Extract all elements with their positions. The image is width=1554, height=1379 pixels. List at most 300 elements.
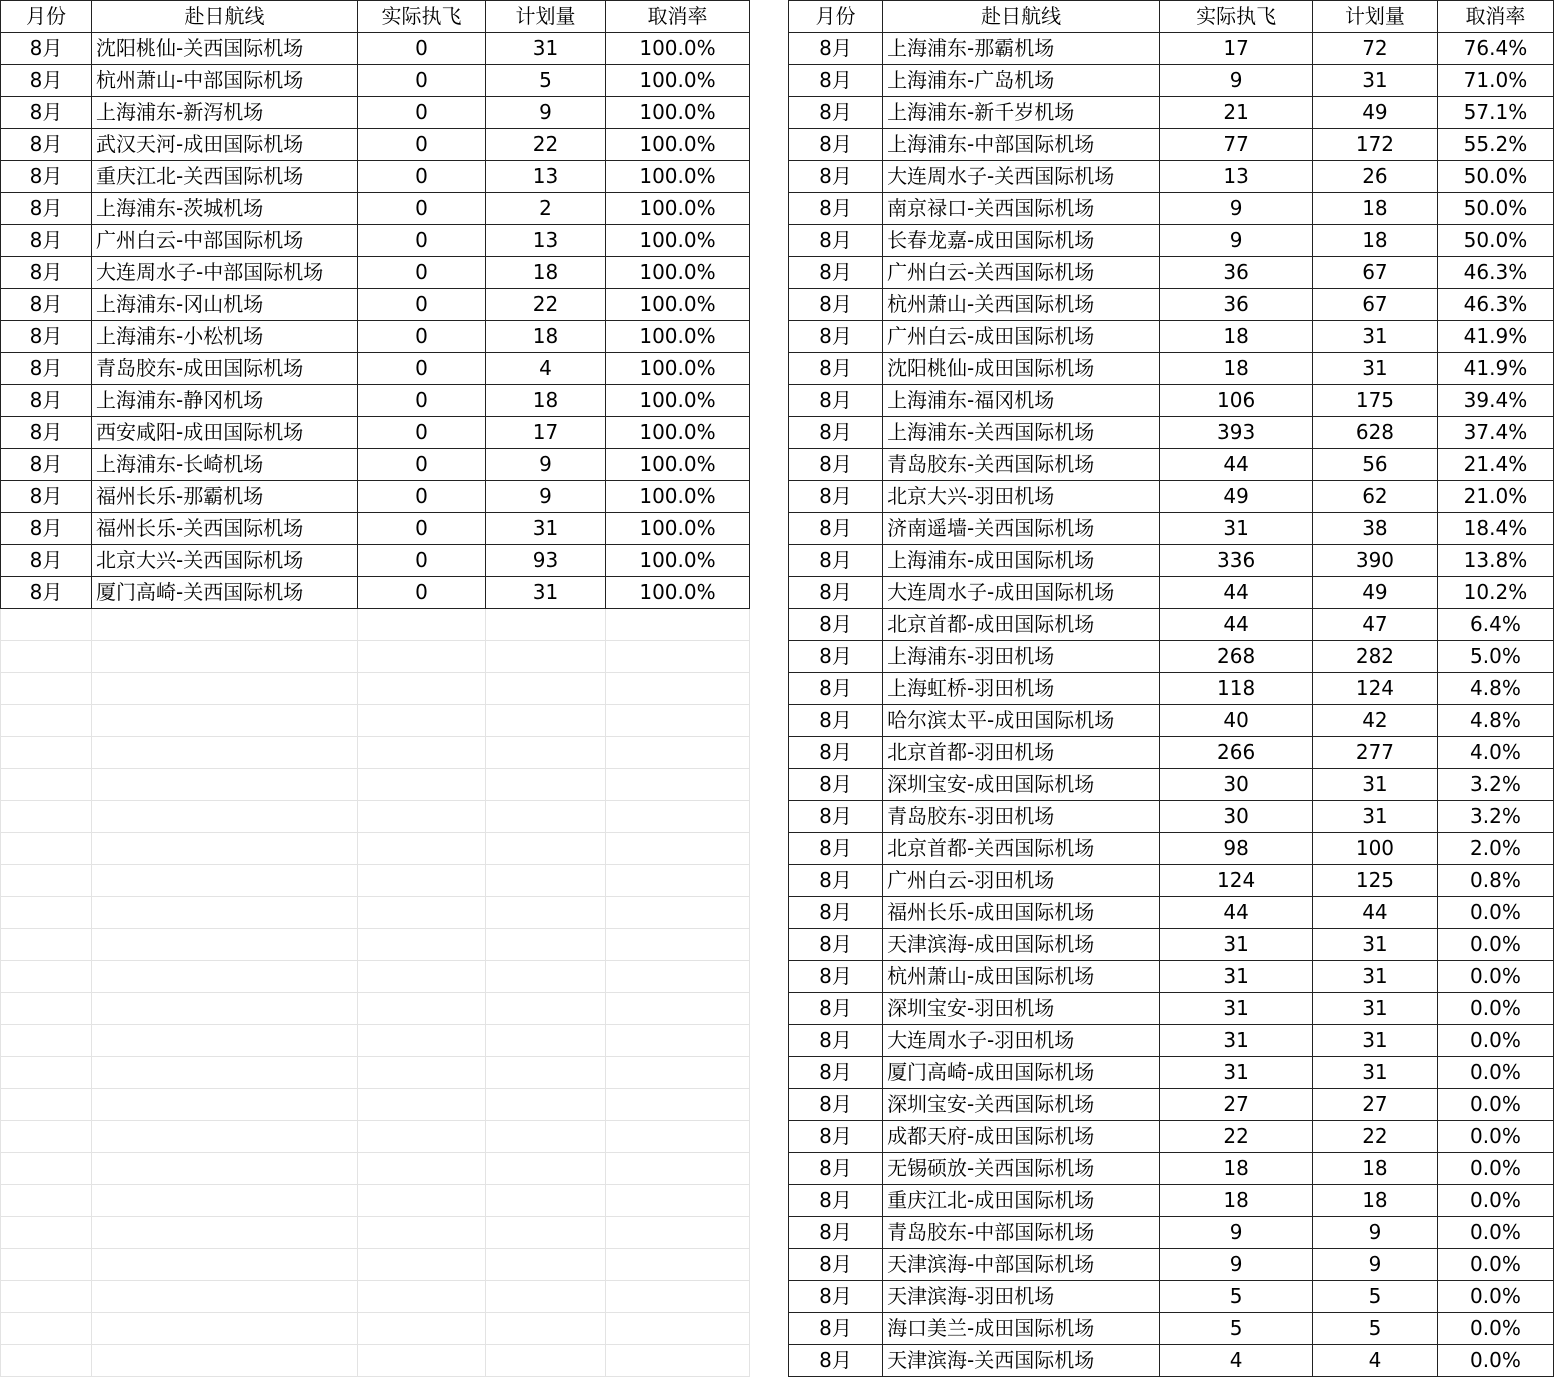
empty-cell[interactable] — [358, 897, 486, 929]
route-cell[interactable]: 上海浦东-茨城机场 — [92, 193, 358, 225]
cancel-rate-cell[interactable]: 18.4% — [1437, 513, 1553, 545]
month-cell[interactable]: 8月 — [789, 65, 883, 97]
actual-flights-cell[interactable]: 106 — [1160, 385, 1313, 417]
month-cell[interactable]: 8月 — [789, 769, 883, 801]
empty-cell[interactable] — [1, 1153, 92, 1185]
empty-cell[interactable] — [606, 1217, 750, 1249]
route-cell[interactable]: 北京大兴-关西国际机场 — [92, 545, 358, 577]
cancel-rate-cell[interactable]: 0.0% — [1437, 961, 1553, 993]
planned-flights-cell[interactable]: 31 — [1313, 321, 1438, 353]
planned-flights-cell[interactable]: 31 — [1313, 801, 1438, 833]
actual-flights-cell[interactable]: 9 — [1160, 1249, 1313, 1281]
empty-cell[interactable] — [606, 609, 750, 641]
empty-cell[interactable] — [92, 737, 358, 769]
month-cell[interactable]: 8月 — [789, 1153, 883, 1185]
actual-flights-cell[interactable]: 18 — [1160, 353, 1313, 385]
empty-cell[interactable] — [358, 1121, 486, 1153]
cancel-rate-cell[interactable]: 21.4% — [1437, 449, 1553, 481]
cancel-rate-cell[interactable]: 0.0% — [1437, 1057, 1553, 1089]
empty-cell[interactable] — [606, 801, 750, 833]
empty-cell[interactable] — [486, 993, 606, 1025]
month-cell[interactable]: 8月 — [789, 129, 883, 161]
empty-cell[interactable] — [92, 801, 358, 833]
empty-cell[interactable] — [606, 1185, 750, 1217]
planned-flights-cell[interactable]: 18 — [1313, 193, 1438, 225]
actual-flights-cell[interactable]: 18 — [1160, 1153, 1313, 1185]
route-cell[interactable]: 上海浦东-中部国际机场 — [883, 129, 1160, 161]
route-cell[interactable]: 上海浦东-福冈机场 — [883, 385, 1160, 417]
cancel-rate-cell[interactable]: 5.0% — [1437, 641, 1553, 673]
actual-flights-cell[interactable]: 36 — [1160, 257, 1313, 289]
empty-cell[interactable] — [606, 1057, 750, 1089]
empty-cell[interactable] — [486, 1057, 606, 1089]
route-cell[interactable]: 上海浦东-关西国际机场 — [883, 417, 1160, 449]
month-cell[interactable]: 8月 — [1, 417, 92, 449]
empty-cell[interactable] — [1, 1057, 92, 1089]
month-cell[interactable]: 8月 — [789, 1025, 883, 1057]
actual-flights-cell[interactable]: 393 — [1160, 417, 1313, 449]
empty-cell[interactable] — [92, 1313, 358, 1345]
cancel-rate-cell[interactable]: 100.0% — [606, 417, 750, 449]
cancel-rate-cell[interactable]: 100.0% — [606, 481, 750, 513]
empty-cell[interactable] — [486, 673, 606, 705]
month-cell[interactable]: 8月 — [789, 1121, 883, 1153]
month-cell[interactable]: 8月 — [789, 1217, 883, 1249]
route-cell[interactable]: 上海浦东-羽田机场 — [883, 641, 1160, 673]
actual-flights-cell[interactable]: 31 — [1160, 993, 1313, 1025]
empty-cell[interactable] — [606, 1121, 750, 1153]
planned-flights-cell[interactable]: 49 — [1313, 97, 1438, 129]
empty-cell[interactable] — [486, 1121, 606, 1153]
empty-cell[interactable] — [1, 705, 92, 737]
cancel-rate-cell[interactable]: 100.0% — [606, 545, 750, 577]
empty-cell[interactable] — [606, 1249, 750, 1281]
month-cell[interactable]: 8月 — [1, 97, 92, 129]
planned-flights-cell[interactable]: 282 — [1313, 641, 1438, 673]
actual-flights-cell[interactable]: 0 — [358, 65, 486, 97]
actual-flights-cell[interactable]: 268 — [1160, 641, 1313, 673]
actual-flights-cell[interactable]: 336 — [1160, 545, 1313, 577]
empty-cell[interactable] — [1, 1345, 92, 1377]
cancel-rate-cell[interactable]: 0.0% — [1437, 993, 1553, 1025]
actual-flights-cell[interactable]: 5 — [1160, 1313, 1313, 1345]
actual-flights-cell[interactable]: 0 — [358, 193, 486, 225]
empty-cell[interactable] — [606, 1281, 750, 1313]
empty-cell[interactable] — [358, 961, 486, 993]
empty-cell[interactable] — [358, 801, 486, 833]
cancel-rate-cell[interactable]: 0.0% — [1437, 1185, 1553, 1217]
route-cell[interactable]: 上海浦东-小松机场 — [92, 321, 358, 353]
month-cell[interactable]: 8月 — [1, 353, 92, 385]
actual-flights-cell[interactable]: 36 — [1160, 289, 1313, 321]
cancel-rate-cell[interactable]: 76.4% — [1437, 33, 1553, 65]
month-cell[interactable]: 8月 — [789, 1313, 883, 1345]
actual-flights-cell[interactable]: 0 — [358, 545, 486, 577]
month-cell[interactable]: 8月 — [1, 161, 92, 193]
planned-flights-cell[interactable]: 22 — [486, 289, 606, 321]
actual-flights-cell[interactable]: 0 — [358, 385, 486, 417]
actual-flights-cell[interactable]: 0 — [358, 417, 486, 449]
cancel-rate-cell[interactable]: 37.4% — [1437, 417, 1553, 449]
actual-flights-cell[interactable]: 9 — [1160, 1217, 1313, 1249]
actual-flights-cell[interactable]: 18 — [1160, 321, 1313, 353]
empty-cell[interactable] — [92, 1249, 358, 1281]
empty-cell[interactable] — [358, 1217, 486, 1249]
empty-cell[interactable] — [1, 769, 92, 801]
empty-cell[interactable] — [92, 1025, 358, 1057]
planned-flights-cell[interactable]: 100 — [1313, 833, 1438, 865]
planned-flights-cell[interactable]: 31 — [486, 33, 606, 65]
empty-cell[interactable] — [92, 1345, 358, 1377]
planned-flights-cell[interactable]: 42 — [1313, 705, 1438, 737]
actual-flights-cell[interactable]: 266 — [1160, 737, 1313, 769]
route-cell[interactable]: 北京首都-成田国际机场 — [883, 609, 1160, 641]
route-cell[interactable]: 北京大兴-羽田机场 — [883, 481, 1160, 513]
cancel-rate-cell[interactable]: 0.0% — [1437, 897, 1553, 929]
planned-flights-cell[interactable]: 44 — [1313, 897, 1438, 929]
route-cell[interactable]: 长春龙嘉-成田国际机场 — [883, 225, 1160, 257]
actual-flights-cell[interactable]: 0 — [358, 577, 486, 609]
planned-flights-cell[interactable]: 124 — [1313, 673, 1438, 705]
cancel-rate-cell[interactable]: 2.0% — [1437, 833, 1553, 865]
month-cell[interactable]: 8月 — [789, 801, 883, 833]
empty-cell[interactable] — [92, 769, 358, 801]
route-cell[interactable]: 广州白云-中部国际机场 — [92, 225, 358, 257]
empty-cell[interactable] — [486, 1025, 606, 1057]
month-cell[interactable]: 8月 — [1, 577, 92, 609]
empty-cell[interactable] — [606, 897, 750, 929]
route-cell[interactable]: 成都天府-成田国际机场 — [883, 1121, 1160, 1153]
empty-cell[interactable] — [606, 833, 750, 865]
planned-flights-cell[interactable]: 93 — [486, 545, 606, 577]
route-cell[interactable]: 天津滨海-羽田机场 — [883, 1281, 1160, 1313]
month-cell[interactable]: 8月 — [1, 225, 92, 257]
empty-cell[interactable] — [606, 1089, 750, 1121]
empty-cell[interactable] — [358, 1025, 486, 1057]
planned-flights-cell[interactable]: 17 — [486, 417, 606, 449]
empty-cell[interactable] — [1, 1089, 92, 1121]
empty-cell[interactable] — [1, 737, 92, 769]
month-cell[interactable]: 8月 — [789, 993, 883, 1025]
empty-cell[interactable] — [486, 641, 606, 673]
actual-flights-cell[interactable]: 0 — [358, 97, 486, 129]
month-cell[interactable]: 8月 — [789, 449, 883, 481]
empty-cell[interactable] — [358, 1153, 486, 1185]
planned-flights-cell[interactable]: 31 — [1313, 929, 1438, 961]
cancel-rate-cell[interactable]: 4.8% — [1437, 705, 1553, 737]
planned-flights-cell[interactable]: 13 — [486, 161, 606, 193]
month-cell[interactable]: 8月 — [789, 833, 883, 865]
month-cell[interactable]: 8月 — [789, 257, 883, 289]
empty-cell[interactable] — [92, 833, 358, 865]
empty-cell[interactable] — [92, 865, 358, 897]
empty-cell[interactable] — [486, 1185, 606, 1217]
month-cell[interactable]: 8月 — [789, 1345, 883, 1377]
route-cell[interactable]: 大连周水子-中部国际机场 — [92, 257, 358, 289]
empty-cell[interactable] — [606, 1153, 750, 1185]
route-cell[interactable]: 广州白云-羽田机场 — [883, 865, 1160, 897]
route-cell[interactable]: 深圳宝安-成田国际机场 — [883, 769, 1160, 801]
route-cell[interactable]: 天津滨海-关西国际机场 — [883, 1345, 1160, 1377]
actual-flights-cell[interactable]: 44 — [1160, 449, 1313, 481]
month-cell[interactable]: 8月 — [1, 385, 92, 417]
empty-cell[interactable] — [358, 1345, 486, 1377]
actual-flights-cell[interactable]: 77 — [1160, 129, 1313, 161]
cancel-rate-cell[interactable]: 0.0% — [1437, 1281, 1553, 1313]
empty-cell[interactable] — [358, 641, 486, 673]
empty-cell[interactable] — [92, 673, 358, 705]
cancel-rate-cell[interactable]: 100.0% — [606, 321, 750, 353]
cancel-rate-cell[interactable]: 100.0% — [606, 225, 750, 257]
empty-cell[interactable] — [606, 1345, 750, 1377]
cancel-rate-cell[interactable]: 46.3% — [1437, 289, 1553, 321]
actual-flights-cell[interactable]: 31 — [1160, 1025, 1313, 1057]
route-cell[interactable]: 沈阳桃仙-成田国际机场 — [883, 353, 1160, 385]
empty-cell[interactable] — [92, 609, 358, 641]
empty-cell[interactable] — [92, 993, 358, 1025]
planned-flights-cell[interactable]: 9 — [486, 449, 606, 481]
actual-flights-cell[interactable]: 31 — [1160, 929, 1313, 961]
empty-cell[interactable] — [606, 993, 750, 1025]
cancel-rate-cell[interactable]: 0.0% — [1437, 1217, 1553, 1249]
empty-cell[interactable] — [358, 1249, 486, 1281]
route-cell[interactable]: 厦门高崎-成田国际机场 — [883, 1057, 1160, 1089]
route-cell[interactable]: 深圳宝安-关西国际机场 — [883, 1089, 1160, 1121]
cancel-rate-cell[interactable]: 0.0% — [1437, 1089, 1553, 1121]
cancel-rate-cell[interactable]: 3.2% — [1437, 801, 1553, 833]
cancel-rate-cell[interactable]: 4.8% — [1437, 673, 1553, 705]
route-cell[interactable]: 上海虹桥-羽田机场 — [883, 673, 1160, 705]
empty-cell[interactable] — [1, 865, 92, 897]
actual-flights-cell[interactable]: 0 — [358, 321, 486, 353]
month-cell[interactable]: 8月 — [789, 321, 883, 353]
month-cell[interactable]: 8月 — [789, 897, 883, 929]
planned-flights-cell[interactable]: 18 — [1313, 1153, 1438, 1185]
month-cell[interactable]: 8月 — [789, 353, 883, 385]
actual-flights-cell[interactable]: 9 — [1160, 193, 1313, 225]
cancel-rate-cell[interactable]: 41.9% — [1437, 353, 1553, 385]
cancel-rate-cell[interactable]: 100.0% — [606, 449, 750, 481]
actual-flights-cell[interactable]: 49 — [1160, 481, 1313, 513]
route-cell[interactable]: 广州白云-成田国际机场 — [883, 321, 1160, 353]
empty-cell[interactable] — [1, 641, 92, 673]
empty-cell[interactable] — [486, 1281, 606, 1313]
cancel-rate-cell[interactable]: 100.0% — [606, 161, 750, 193]
cancel-rate-cell[interactable]: 100.0% — [606, 33, 750, 65]
empty-cell[interactable] — [606, 865, 750, 897]
planned-flights-cell[interactable]: 31 — [486, 513, 606, 545]
cancel-rate-cell[interactable]: 0.0% — [1437, 1313, 1553, 1345]
empty-cell[interactable] — [486, 801, 606, 833]
empty-cell[interactable] — [1, 673, 92, 705]
route-cell[interactable]: 上海浦东-新千岁机场 — [883, 97, 1160, 129]
cancel-rate-cell[interactable]: 0.0% — [1437, 1121, 1553, 1153]
route-cell[interactable]: 哈尔滨太平-成田国际机场 — [883, 705, 1160, 737]
cancel-rate-cell[interactable]: 0.0% — [1437, 1345, 1553, 1377]
route-cell[interactable]: 重庆江北-成田国际机场 — [883, 1185, 1160, 1217]
cancel-rate-cell[interactable]: 55.2% — [1437, 129, 1553, 161]
planned-flights-cell[interactable]: 9 — [486, 481, 606, 513]
month-cell[interactable]: 8月 — [1, 193, 92, 225]
cancel-rate-cell[interactable]: 6.4% — [1437, 609, 1553, 641]
empty-cell[interactable] — [486, 1089, 606, 1121]
empty-cell[interactable] — [486, 737, 606, 769]
actual-flights-cell[interactable]: 31 — [1160, 513, 1313, 545]
planned-flights-cell[interactable]: 56 — [1313, 449, 1438, 481]
empty-cell[interactable] — [486, 705, 606, 737]
actual-flights-cell[interactable]: 0 — [358, 33, 486, 65]
actual-flights-cell[interactable]: 0 — [358, 161, 486, 193]
empty-cell[interactable] — [92, 1217, 358, 1249]
planned-flights-cell[interactable]: 31 — [1313, 993, 1438, 1025]
cancel-rate-cell[interactable]: 50.0% — [1437, 225, 1553, 257]
empty-cell[interactable] — [486, 833, 606, 865]
empty-cell[interactable] — [1, 1121, 92, 1153]
month-cell[interactable]: 8月 — [789, 481, 883, 513]
empty-cell[interactable] — [486, 1217, 606, 1249]
route-cell[interactable]: 上海浦东-冈山机场 — [92, 289, 358, 321]
planned-flights-cell[interactable]: 18 — [486, 321, 606, 353]
empty-cell[interactable] — [358, 1057, 486, 1089]
planned-flights-cell[interactable]: 18 — [1313, 225, 1438, 257]
planned-flights-cell[interactable]: 4 — [486, 353, 606, 385]
cancel-rate-cell[interactable]: 46.3% — [1437, 257, 1553, 289]
planned-flights-cell[interactable]: 31 — [1313, 353, 1438, 385]
cancel-rate-cell[interactable]: 21.0% — [1437, 481, 1553, 513]
month-cell[interactable]: 8月 — [1, 545, 92, 577]
actual-flights-cell[interactable]: 13 — [1160, 161, 1313, 193]
month-cell[interactable]: 8月 — [789, 513, 883, 545]
empty-cell[interactable] — [1, 961, 92, 993]
empty-cell[interactable] — [1, 929, 92, 961]
route-cell[interactable]: 武汉天河-成田国际机场 — [92, 129, 358, 161]
planned-flights-cell[interactable]: 628 — [1313, 417, 1438, 449]
planned-flights-cell[interactable]: 22 — [486, 129, 606, 161]
month-cell[interactable]: 8月 — [1, 513, 92, 545]
route-cell[interactable]: 上海浦东-新泻机场 — [92, 97, 358, 129]
empty-cell[interactable] — [358, 1281, 486, 1313]
route-cell[interactable]: 上海浦东-长崎机场 — [92, 449, 358, 481]
month-cell[interactable]: 8月 — [789, 289, 883, 321]
planned-flights-cell[interactable]: 31 — [1313, 769, 1438, 801]
route-cell[interactable]: 北京首都-关西国际机场 — [883, 833, 1160, 865]
route-cell[interactable]: 西安咸阳-成田国际机场 — [92, 417, 358, 449]
empty-cell[interactable] — [1, 1185, 92, 1217]
planned-flights-cell[interactable]: 31 — [1313, 961, 1438, 993]
month-cell[interactable]: 8月 — [789, 737, 883, 769]
actual-flights-cell[interactable]: 0 — [358, 513, 486, 545]
empty-cell[interactable] — [486, 769, 606, 801]
actual-flights-cell[interactable]: 118 — [1160, 673, 1313, 705]
actual-flights-cell[interactable]: 9 — [1160, 225, 1313, 257]
empty-cell[interactable] — [1, 1025, 92, 1057]
actual-flights-cell[interactable]: 9 — [1160, 65, 1313, 97]
planned-flights-cell[interactable]: 31 — [1313, 1025, 1438, 1057]
empty-cell[interactable] — [358, 865, 486, 897]
planned-flights-cell[interactable]: 125 — [1313, 865, 1438, 897]
empty-cell[interactable] — [1, 609, 92, 641]
empty-cell[interactable] — [92, 929, 358, 961]
empty-cell[interactable] — [358, 993, 486, 1025]
actual-flights-cell[interactable]: 124 — [1160, 865, 1313, 897]
actual-flights-cell[interactable]: 18 — [1160, 1185, 1313, 1217]
empty-cell[interactable] — [606, 737, 750, 769]
route-cell[interactable]: 天津滨海-中部国际机场 — [883, 1249, 1160, 1281]
empty-cell[interactable] — [1, 1249, 92, 1281]
planned-flights-cell[interactable]: 277 — [1313, 737, 1438, 769]
empty-cell[interactable] — [358, 1185, 486, 1217]
empty-cell[interactable] — [358, 673, 486, 705]
cancel-rate-cell[interactable]: 0.0% — [1437, 929, 1553, 961]
route-cell[interactable]: 上海浦东-广岛机场 — [883, 65, 1160, 97]
planned-flights-cell[interactable]: 62 — [1313, 481, 1438, 513]
route-cell[interactable]: 上海浦东-静冈机场 — [92, 385, 358, 417]
empty-cell[interactable] — [92, 1057, 358, 1089]
month-cell[interactable]: 8月 — [1, 321, 92, 353]
month-cell[interactable]: 8月 — [1, 65, 92, 97]
actual-flights-cell[interactable]: 27 — [1160, 1089, 1313, 1121]
empty-cell[interactable] — [358, 769, 486, 801]
month-cell[interactable]: 8月 — [1, 129, 92, 161]
route-cell[interactable]: 青岛胶东-羽田机场 — [883, 801, 1160, 833]
empty-cell[interactable] — [606, 961, 750, 993]
route-cell[interactable]: 福州长乐-成田国际机场 — [883, 897, 1160, 929]
route-cell[interactable]: 济南遥墙-关西国际机场 — [883, 513, 1160, 545]
empty-cell[interactable] — [1, 897, 92, 929]
empty-cell[interactable] — [358, 833, 486, 865]
planned-flights-cell[interactable]: 5 — [1313, 1281, 1438, 1313]
empty-cell[interactable] — [606, 769, 750, 801]
month-cell[interactable]: 8月 — [789, 1281, 883, 1313]
cancel-rate-cell[interactable]: 71.0% — [1437, 65, 1553, 97]
empty-cell[interactable] — [1, 1281, 92, 1313]
month-cell[interactable]: 8月 — [789, 641, 883, 673]
route-cell[interactable]: 大连周水子-关西国际机场 — [883, 161, 1160, 193]
empty-cell[interactable] — [92, 961, 358, 993]
route-cell[interactable]: 大连周水子-羽田机场 — [883, 1025, 1160, 1057]
empty-cell[interactable] — [358, 609, 486, 641]
empty-cell[interactable] — [1, 993, 92, 1025]
route-cell[interactable]: 上海浦东-成田国际机场 — [883, 545, 1160, 577]
planned-flights-cell[interactable]: 72 — [1313, 33, 1438, 65]
cancel-rate-cell[interactable]: 0.0% — [1437, 1249, 1553, 1281]
actual-flights-cell[interactable]: 0 — [358, 225, 486, 257]
empty-cell[interactable] — [486, 1249, 606, 1281]
planned-flights-cell[interactable]: 175 — [1313, 385, 1438, 417]
cancel-rate-cell[interactable]: 100.0% — [606, 577, 750, 609]
planned-flights-cell[interactable]: 18 — [486, 257, 606, 289]
empty-cell[interactable] — [92, 1121, 358, 1153]
actual-flights-cell[interactable]: 44 — [1160, 897, 1313, 929]
planned-flights-cell[interactable]: 2 — [486, 193, 606, 225]
month-cell[interactable]: 8月 — [789, 161, 883, 193]
empty-cell[interactable] — [486, 897, 606, 929]
empty-cell[interactable] — [92, 641, 358, 673]
empty-cell[interactable] — [1, 801, 92, 833]
actual-flights-cell[interactable]: 98 — [1160, 833, 1313, 865]
month-cell[interactable]: 8月 — [789, 609, 883, 641]
actual-flights-cell[interactable]: 0 — [358, 449, 486, 481]
route-cell[interactable]: 大连周水子-成田国际机场 — [883, 577, 1160, 609]
route-cell[interactable]: 南京禄口-关西国际机场 — [883, 193, 1160, 225]
empty-cell[interactable] — [358, 929, 486, 961]
month-cell[interactable]: 8月 — [789, 1057, 883, 1089]
planned-flights-cell[interactable]: 9 — [1313, 1249, 1438, 1281]
month-cell[interactable]: 8月 — [1, 481, 92, 513]
route-cell[interactable]: 上海浦东-那霸机场 — [883, 33, 1160, 65]
month-cell[interactable]: 8月 — [789, 385, 883, 417]
route-cell[interactable]: 福州长乐-关西国际机场 — [92, 513, 358, 545]
